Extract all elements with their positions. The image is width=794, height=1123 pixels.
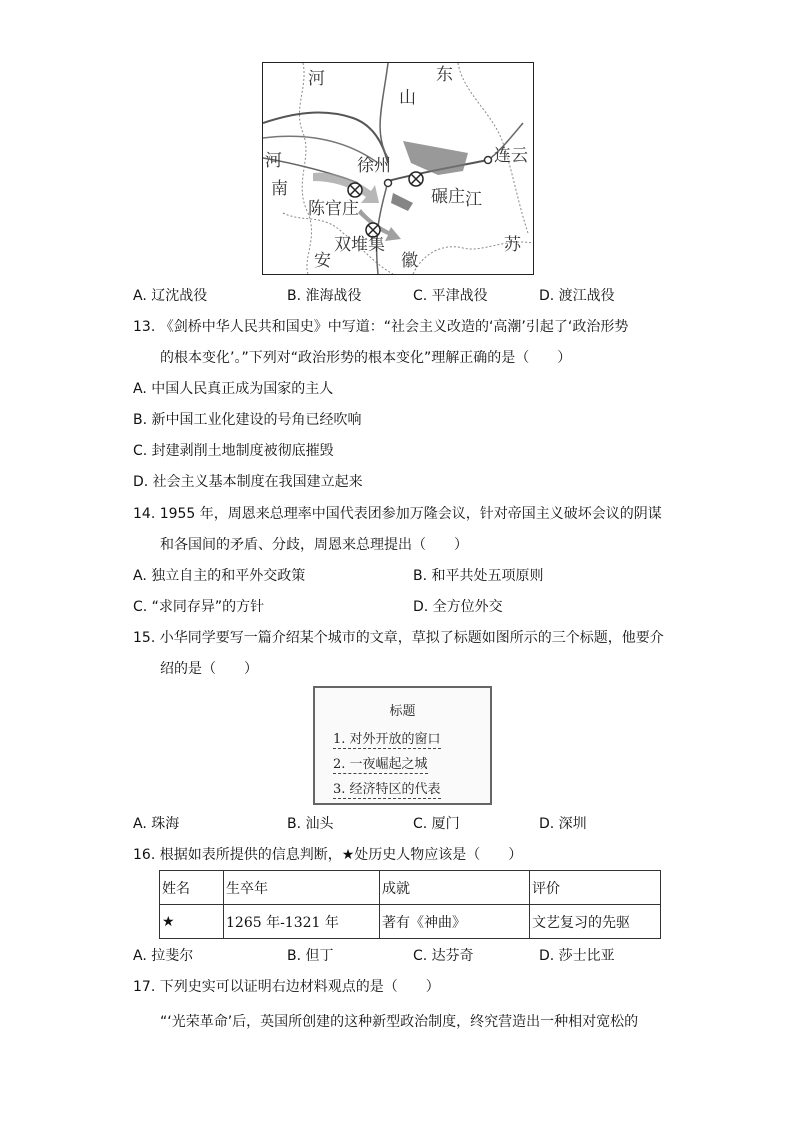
table-cell: 1265 年-1321 年	[224, 905, 380, 939]
q13-option-c[interactable]: C. 封建剥削土地制度被彻底摧毁	[133, 443, 334, 459]
q15-option-a[interactable]: A. 珠海	[133, 816, 180, 832]
table-header-row	[160, 871, 661, 905]
title-card-item: 3. 经济特区的代表	[333, 778, 441, 799]
q13-stem-line1: 13. 《剑桥中华人民共和国史》中写道：“社会主义改造的‘高潮’引起了‘政治形势	[133, 319, 629, 335]
table-header-cell: 生卒年	[224, 871, 380, 905]
map-label: 河	[265, 151, 282, 171]
title-card-item: 1. 对外开放的窗口	[333, 728, 441, 749]
q14-option-d[interactable]: D. 全方位外交	[413, 599, 503, 615]
q13-option-d[interactable]: D. 社会主义基本制度在我国建立起来	[133, 474, 363, 490]
q12-option-d[interactable]: D. 渡江战役	[539, 288, 615, 304]
table-header-cell: 姓名	[160, 871, 224, 905]
map-label: 东	[436, 65, 453, 85]
title-card-item: 2. 一夜崛起之城	[333, 753, 428, 774]
q15-option-c[interactable]: C. 厦门	[413, 816, 460, 832]
title-card-heading: 标题	[389, 704, 416, 719]
map-label: 徽	[401, 251, 418, 271]
map-label: 碾庄	[431, 187, 465, 207]
table-cell: 著有《神曲》	[380, 905, 530, 939]
q13-option-b[interactable]: B. 新中国工业化建设的号角已经吹响	[133, 412, 362, 428]
map-label: 苏	[504, 235, 521, 255]
battle-map	[262, 62, 534, 275]
q12-option-c[interactable]: C. 平津战役	[413, 288, 488, 304]
q16-stem: 16. 根据如表所提供的信息判断，★处历史人物应该是（ ）	[133, 847, 523, 863]
q15-stem-line1: 15. 小华同学要写一篇介绍某个城市的文章，草拟了标题如图所示的三个标题，他要介	[133, 630, 664, 646]
table-header-cell: 评价	[530, 871, 661, 905]
map-label: 连云	[494, 146, 528, 166]
table-cell: ★	[160, 905, 224, 939]
q14-stem-line1: 14. 1955 年，周恩来总理率中国代表团参加万隆会议，针对帝国主义破坏会议的阴谋	[133, 506, 662, 522]
q15-stem-line2: 绍的是（ ）	[160, 661, 258, 677]
battle-marker-nianzhuang	[409, 172, 423, 186]
q13-stem-line2: 的根本变化’。”下列对“政治形势的根本变化”理解正确的是（ ）	[160, 350, 572, 366]
map-label: 南	[271, 179, 288, 199]
q15-option-d[interactable]: D. 深圳	[539, 816, 587, 832]
q12-option-a[interactable]: A. 辽沈战役	[133, 288, 208, 304]
q12-option-b[interactable]: B. 淮海战役	[287, 288, 362, 304]
q17-stem: 17. 下列史实可以证明右边材料观点的是（ ）	[133, 979, 440, 995]
q13-option-a[interactable]: A. 中国人民真正成为国家的主人	[133, 381, 334, 397]
q15-option-b[interactable]: B. 汕头	[287, 816, 334, 832]
table-cell: 文艺复习的先驱	[530, 905, 661, 939]
q14-option-a[interactable]: A. 独立自主的和平外交政策	[133, 568, 306, 584]
q16-option-a[interactable]: A. 拉斐尔	[133, 948, 194, 964]
q14-option-b[interactable]: B. 和平共处五项原则	[413, 568, 544, 584]
q17-quote: “‘光荣革命’后，英国所创建的这种新型政治制度，终究营造出一种相对宽松的	[160, 1014, 639, 1030]
map-label: 双堆集	[334, 235, 385, 255]
map-drawing	[263, 63, 533, 274]
map-label: 徐州	[357, 156, 391, 176]
info-table	[159, 870, 661, 939]
q14-option-c[interactable]: C. “求同存异”的方针	[133, 599, 265, 615]
table-row	[160, 905, 661, 939]
map-label: 安	[314, 251, 331, 271]
map-label: 山	[399, 88, 416, 108]
title-card-image	[313, 686, 492, 805]
battle-marker-chenguanzhuang	[348, 183, 362, 197]
q14-stem-line2: 和各国间的矛盾、分歧，周恩来总理提出（ ）	[160, 537, 468, 553]
map-label: 陈官庄	[308, 199, 359, 219]
q16-option-d[interactable]: D. 莎士比亚	[539, 948, 615, 964]
q16-option-c[interactable]: C. 达芬奇	[413, 948, 474, 964]
q16-option-b[interactable]: B. 但丁	[287, 948, 334, 964]
map-label: 江	[465, 190, 482, 210]
map-label: 河	[308, 69, 325, 89]
table-header-cell: 成就	[380, 871, 530, 905]
